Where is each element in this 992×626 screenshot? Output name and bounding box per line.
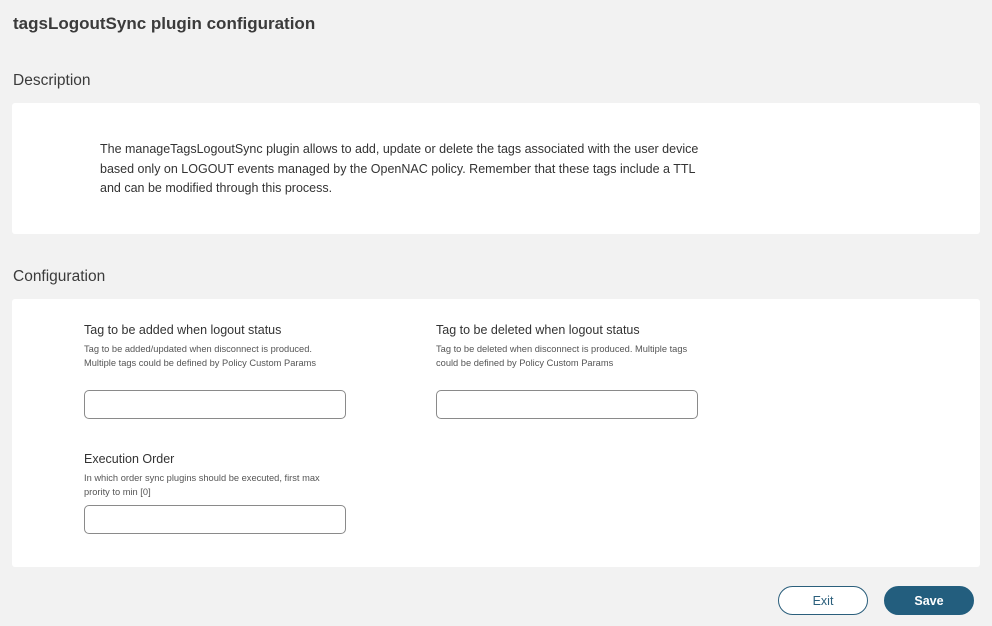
exit-button[interactable]: Exit [778, 586, 868, 615]
field-label: Execution Order [84, 452, 175, 466]
tag-deleted-input[interactable] [436, 390, 698, 419]
field-help: Tag to be added/updated when disconnect is produced. Multiple tags could be defined by Policy Custom Params [84, 344, 317, 368]
configuration-card [12, 299, 980, 567]
page-title: tagsLogoutSync plugin configuration [13, 14, 316, 33]
configuration-heading: Configuration [13, 268, 106, 285]
save-button[interactable]: Save [884, 586, 974, 615]
field-execution-order [84, 452, 346, 536]
field-tag-added [84, 323, 346, 421]
field-tag-deleted [436, 323, 698, 421]
field-help: Tag to be deleted when disconnect is produced. Multiple tags could be defined by Policy Custom Params [436, 344, 688, 368]
field-label: Tag to be deleted when logout status [436, 323, 640, 337]
tag-added-input[interactable] [84, 390, 346, 419]
description-text: The manageTagsLogoutSync plugin allows to add, update or delete the tags associated with the user device based only on LOGOUT events managed by the OpenNAC policy. Remember that these tags include a TTL and can be modified through this process. [100, 142, 699, 195]
field-help: In which order sync plugins should be executed, first max prority to min [0] [84, 473, 320, 497]
execution-order-input[interactable] [84, 505, 346, 534]
field-label: Tag to be added when logout status [84, 323, 282, 337]
description-card [12, 103, 980, 234]
description-heading: Description [13, 72, 91, 89]
